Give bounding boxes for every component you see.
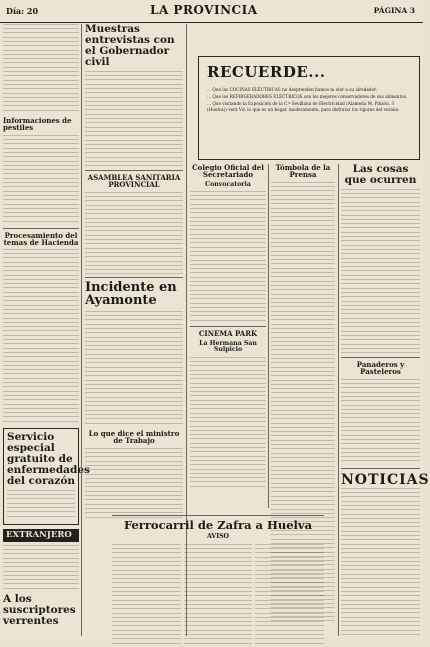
article-text	[7, 490, 75, 518]
masthead-title: LA PROVINCIA	[150, 3, 258, 17]
masthead-date: Día: 20	[6, 6, 39, 16]
recuerde-line: ... Que las COCINAS ELÉCTRICAS no desprenden humos ni olor a su alrededor.	[207, 87, 377, 92]
headline-cinema-park: CINEMA PARK	[198, 329, 258, 339]
recuerde-ad	[198, 56, 420, 160]
recuerde-line: ... Que los REFRIGERADORES ELÉCTRICOS son los mejores conservadores de sus alimentos.	[207, 94, 408, 100]
headline-extranjero: EXTRANJERO	[3, 529, 79, 542]
article-text	[341, 189, 420, 354]
headline-cosas: Las cosas que ocurren	[344, 163, 417, 187]
masthead-page: PÁGINA 3	[373, 6, 415, 15]
column-1	[3, 24, 90, 636]
column-3	[190, 164, 266, 508]
article-text	[85, 71, 183, 167]
masthead	[0, 0, 423, 23]
article-text	[85, 192, 183, 274]
headline-asamblea: ASAMBLEA SANITARIA PROVINCIAL	[87, 173, 181, 190]
ferrocarril-notice	[112, 512, 324, 647]
recuerde-line: ... Que visitando la Exposición de la C.ª Sevillana de Electricidad (Alameda M. Pinzón, 3 (Huelva)) verá Vd. lo que es un hogar, moderamente, para disfrutar los rigores del verano.	[207, 101, 400, 112]
article-text	[3, 135, 79, 225]
headline-ministro: Lo que dice el ministro de Trabajo	[88, 429, 180, 446]
headline-hermana: La Hermana San Sulpicio	[199, 339, 257, 354]
article-text	[3, 249, 79, 424]
article-text	[3, 24, 79, 114]
recuerde-title: RECUERDE...	[207, 63, 326, 81]
headline-noticias: NOTICIAS	[341, 471, 430, 488]
headline-panaderos: Panaderos y Pasteleros	[356, 360, 405, 377]
headline-tombola: Tómbola de la Prensa	[275, 163, 331, 180]
headline-procesamiento: Procesamiento del temas de Hacienda	[3, 230, 79, 248]
headline-aviso: AVISO	[207, 533, 229, 541]
article-text	[85, 311, 183, 427]
article-text	[190, 191, 266, 323]
headline-servicio: Servicio especial gratuito de enfermedades del corazón	[7, 431, 90, 488]
column-5	[341, 163, 430, 636]
article-text	[85, 448, 183, 518]
article-text	[341, 379, 420, 465]
article-text	[112, 544, 181, 644]
headline-entrevistas: Muestras entrevistas con el Gobernador civil	[85, 23, 175, 69]
headline-informaciones: Informaciones de pestiles	[3, 116, 72, 133]
article-text	[190, 357, 266, 489]
article-text	[3, 545, 79, 591]
article-text	[341, 488, 420, 638]
column-2	[85, 24, 183, 510]
article-text	[255, 544, 324, 644]
headline-ferrocarril: Ferrocarril de Zafra a Huelva	[123, 518, 313, 532]
servicio-box	[3, 428, 90, 525]
headline-colegio: Colegio Oficial del Secretariado	[192, 163, 264, 180]
headline-suscriptores: A los suscriptores verrentes	[3, 593, 76, 628]
article-text	[184, 544, 253, 644]
headline-incidente: Incidente en Ayamonte	[85, 279, 177, 309]
headline-convocatoria: Convocatoria	[205, 180, 251, 188]
